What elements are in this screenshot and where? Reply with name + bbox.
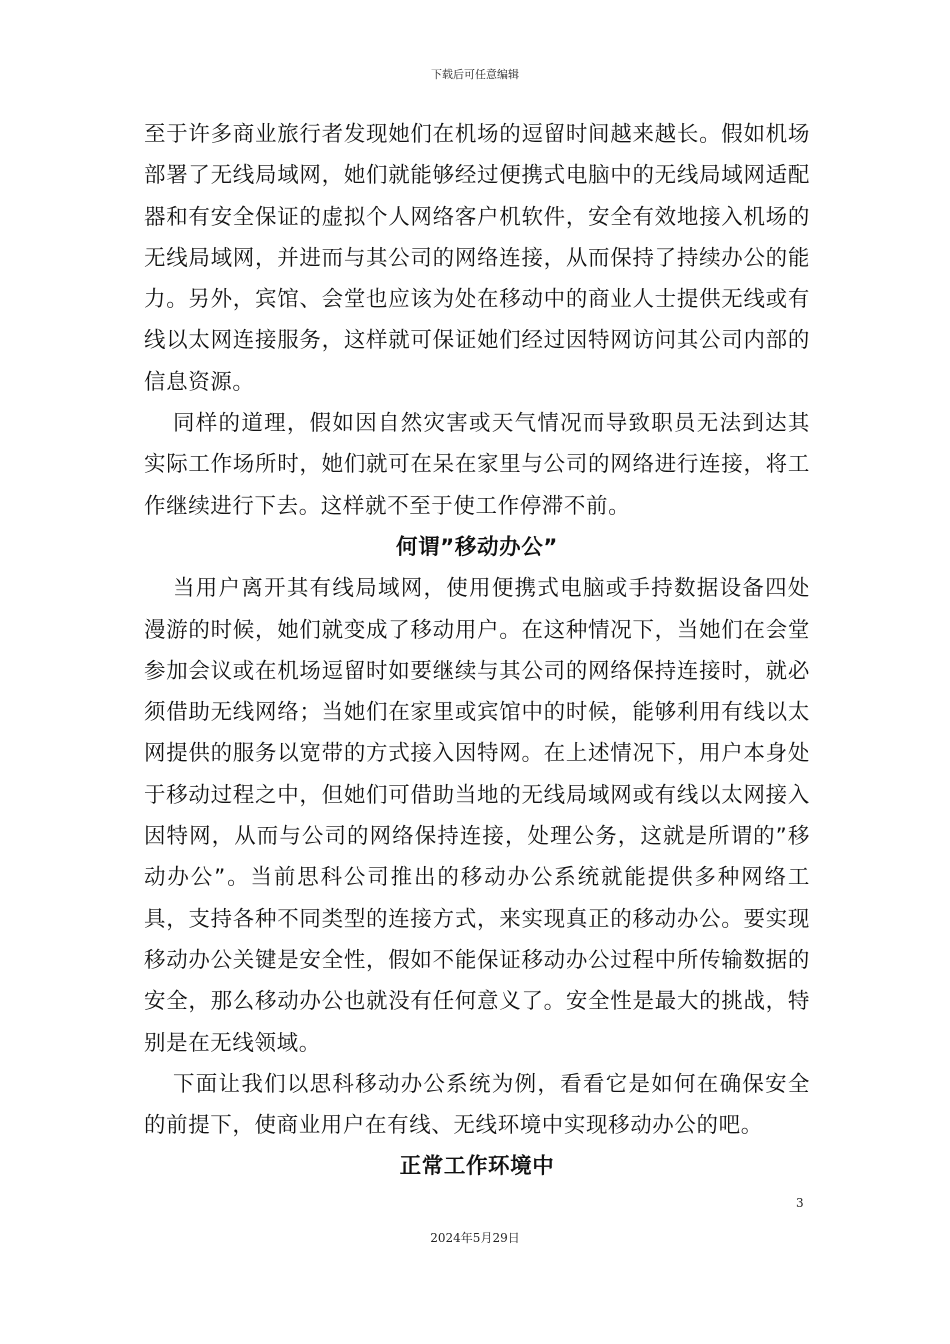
footer-date: 2024年5月29日 [430,1231,520,1245]
paragraph-cisco-example: 下面让我们以思科移动办公系统为例，看看它是如何在确保安全的前提下，使商业用户在有线、无线环境中实现移动办公的吧。 [144,1071,810,1139]
paragraph-mobile-users: 当用户离开其有线局域网，使用便携式电脑或手持数据设备四处漫游的时候，她们就变成了移动用户。在这种情况下，当她们在会堂参加会议或在机场逗留时如要继续与其公司的网络保持连接时，就必须借助无线网络；当她们在家里或宾馆中的时候，能够利用有线以太网提供的服务以宽带的方式接入因特网。在上述情况下，用户本身处于移动过程之中，但她们可借助当地的无线局域网或有线以太网接入因特网，从而与公司的网络保持连接，处理公务，这就是所谓的”移动办公”。当前思科公司推出的移动办公系统就能提供多种网络工具，支持各种不同类型的连接方式，来实现真正的移动办公。要实现移动办公关键是安全性，假如不能保证移动办公过程中所传输数据的安全，那么移动办公也就没有任何意义了。安全性是最大的挑战，特别是在无线领域。 [144,576,810,1056]
paragraph-natural-disaster: 同样的道理，假如因自然灾害或天气情况而导致职员无法到达其实际工作场所时，她们就可在呆在家里与公司的网络进行连接，将工作继续进行下去。这样就不至于使工作停滞不前。 [144,411,810,519]
paragraph-business-travelers: 至于许多商业旅行者发现她们在机场的逗留时间越来越长。假如机场部署了无线局域网，她们就能够经过便携式电脑中的无线局域网适配器和有安全保证的虚拟个人网络客户机软件，安全有效地接入机场的无线局域网，并进而与其公司的网络连接，从而保持了持续办公的能力。另外，宾馆、会堂也应该为处在移动中的商业人士提供无线或有线以太网连接服务，这样就可保证她们经过因特网访问其公司内部的信息资源。 [144,122,810,395]
document-body [144,114,810,1188]
heading-normal-work-environment: 正常工作环境中 [399,1154,555,1180]
page-number: 3 [796,1196,804,1210]
heading-mobile-office: 何谓”移动办公” [395,534,559,560]
header-note: 下载后可任意编辑 [431,68,519,81]
